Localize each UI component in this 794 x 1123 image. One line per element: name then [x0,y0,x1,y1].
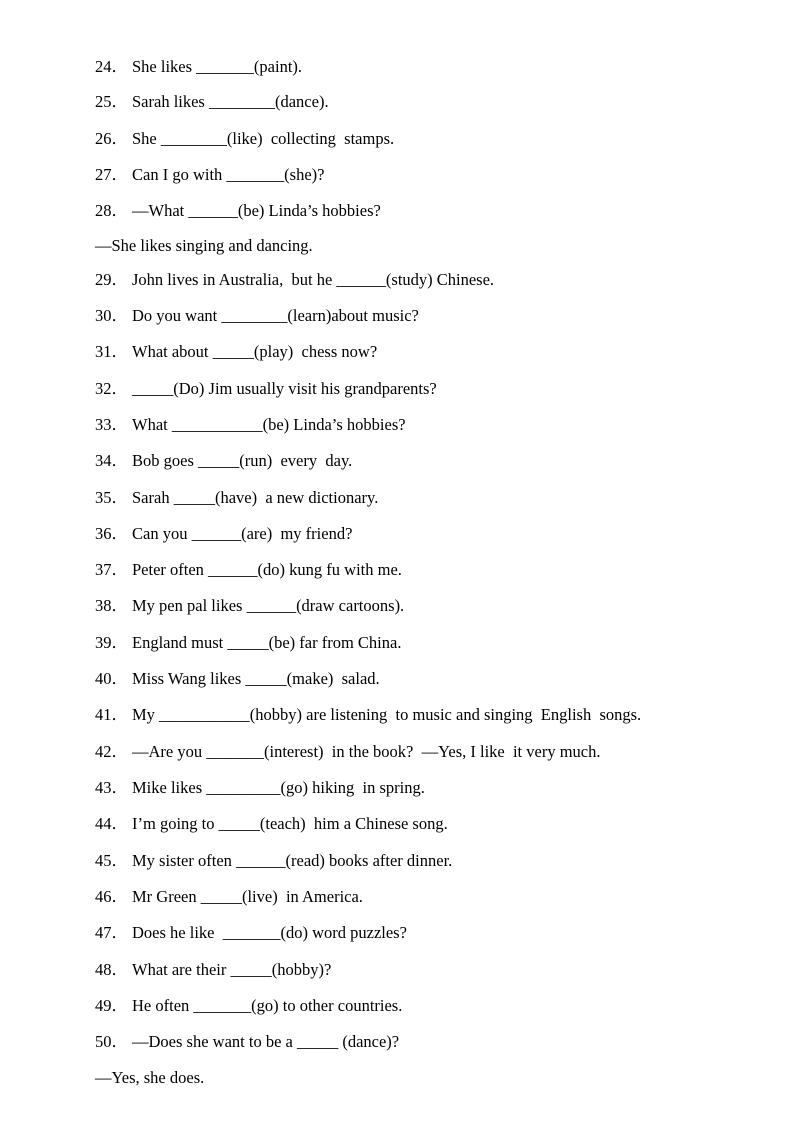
question-text: He often _______(go) to other countries. [132,996,403,1015]
question-28 [95,201,381,221]
question-40 [95,669,380,689]
question-number: 39． [95,633,128,652]
question-31 [95,342,377,362]
question-text: Peter often ______(do) kung fu with me. [132,560,402,579]
question-text: Bob goes _____(run) every day. [132,451,353,470]
question-39 [95,633,401,653]
question-text: —Are you _______(interest) in the book? —Yes, I like it very much. [132,742,601,761]
question-text: My ___________(hobby) are listening to music and singing English songs. [132,705,642,724]
question-50 [95,1032,399,1052]
question-number: 31． [95,342,128,361]
question-34 [95,451,352,471]
question-42 [95,742,601,762]
question-number: 36． [95,524,128,543]
question-41 [95,705,641,725]
question-text: What ___________(be) Linda’s hobbies? [132,415,406,434]
question-47 [95,923,407,943]
question-number: 26． [95,129,128,148]
question-text: —What ______(be) Linda’s hobbies? [132,201,381,220]
question-text: Can you ______(are) my friend? [132,524,353,543]
question-number: 25． [95,92,128,111]
question-number: 44． [95,814,128,833]
question-32 [95,379,437,399]
question-44 [95,814,448,834]
question-text: Mr Green _____(live) in America. [132,887,363,906]
question-24 [95,57,302,77]
question-number: 24． [95,57,128,76]
question-29 [95,270,494,290]
question-text: She ________(like) collecting stamps. [132,129,395,148]
question-number: 27． [95,165,128,184]
question-text: What about _____(play) chess now? [132,342,378,361]
question-45 [95,851,452,871]
question-number: 35． [95,488,128,507]
question-text: —Yes, she does. [95,1068,205,1087]
question-text: Do you want ________(learn)about music? [132,306,419,325]
question-number: 50． [95,1032,128,1051]
question-number: 28． [95,201,128,220]
question-50-answer-line [95,1068,204,1088]
question-text: My pen pal likes ______(draw cartoons). [132,596,405,615]
question-text: England must _____(be) far from China. [132,633,402,652]
question-text: I’m going to _____(teach) him a Chinese song. [132,814,448,833]
question-text: John lives in Australia, but he ______(study) Chinese. [132,270,495,289]
question-30 [95,306,419,326]
question-38 [95,596,404,616]
question-text: Sarah likes ________(dance). [132,92,329,111]
question-number: 46． [95,887,128,906]
question-number: 45． [95,851,128,870]
question-text: My sister often ______(read) books after dinner. [132,851,453,870]
question-number: 43． [95,778,128,797]
question-number: 37． [95,560,128,579]
question-text: Sarah _____(have) a new dictionary. [132,488,379,507]
question-number: 42． [95,742,128,761]
question-text: Miss Wang likes _____(make) salad. [132,669,380,688]
question-37 [95,560,402,580]
question-35 [95,488,378,508]
question-number: 47． [95,923,128,942]
question-number: 40． [95,669,128,688]
question-text: Can I go with _______(she)? [132,165,325,184]
question-number: 41． [95,705,128,724]
question-text: She likes _______(paint). [132,57,303,76]
question-text: What are their _____(hobby)? [132,960,332,979]
question-text: —Does she want to be a _____ (dance)? [132,1032,400,1051]
question-number: 48． [95,960,128,979]
question-43 [95,778,425,798]
question-number: 32． [95,379,128,398]
question-number: 30． [95,306,128,325]
question-46 [95,887,363,907]
question-26 [95,129,394,149]
question-27 [95,165,324,185]
question-28-answer-line [95,236,313,256]
question-text: —She likes singing and dancing. [95,236,313,255]
question-number: 38． [95,596,128,615]
question-48 [95,960,331,980]
question-number: 34． [95,451,128,470]
question-number: 29． [95,270,128,289]
question-49 [95,996,402,1016]
question-36 [95,524,352,544]
question-text: _____(Do) Jim usually visit his grandparents? [132,379,437,398]
question-25 [95,92,329,112]
question-number: 49． [95,996,128,1015]
question-number: 33． [95,415,128,434]
question-text: Mike likes _________(go) hiking in spring. [132,778,425,797]
question-text: Does he like _______(do) word puzzles? [132,923,407,942]
question-33 [95,415,406,435]
